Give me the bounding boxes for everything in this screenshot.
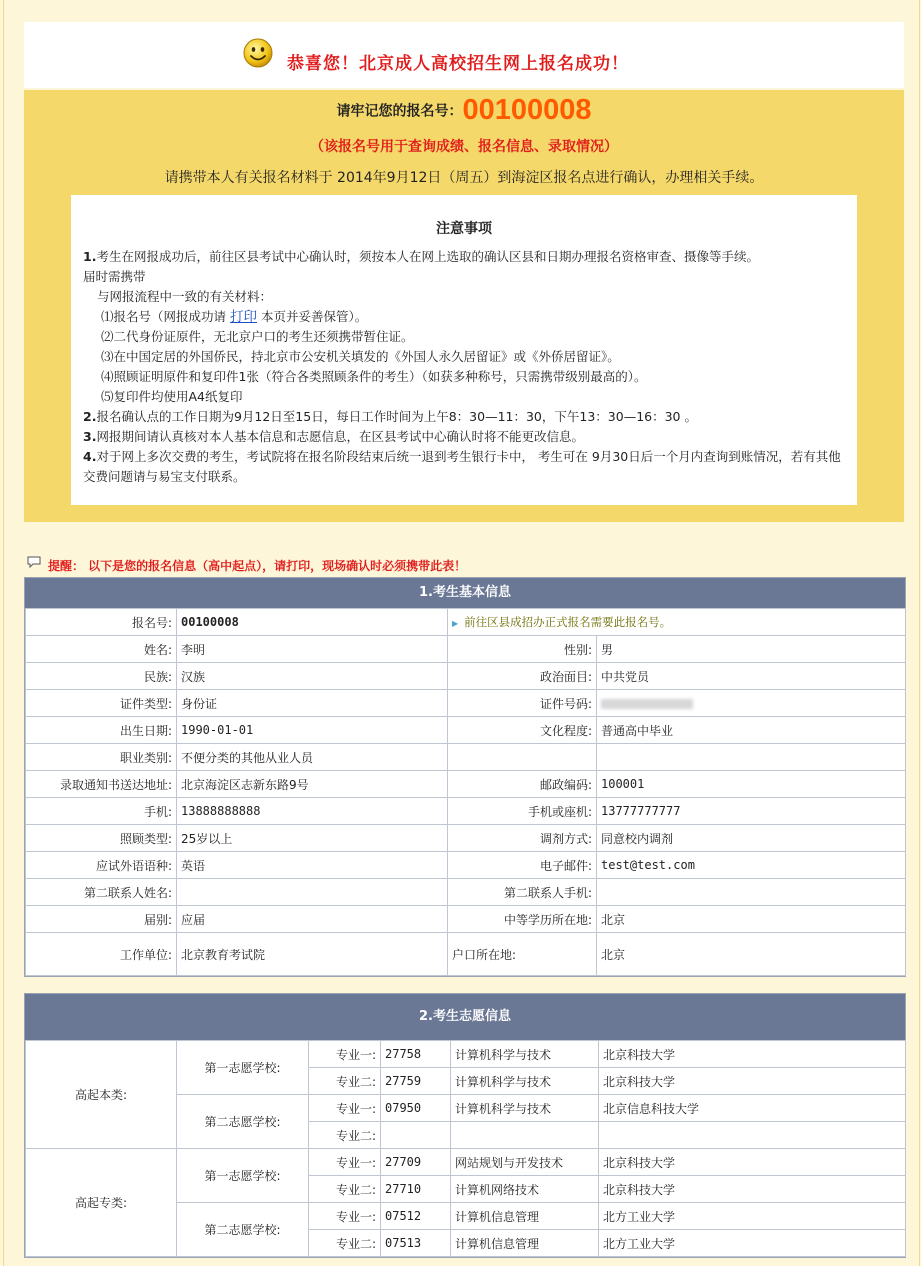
major-label: 专业一: <box>309 1041 381 1068</box>
registration-summary-panel <box>24 90 904 522</box>
major-name <box>451 1122 599 1149</box>
field-value: 英语 <box>177 852 448 879</box>
speech-bubble-icon <box>27 556 41 568</box>
registration-number-cell: 00100008 <box>177 609 448 636</box>
major-name: 计算机网络技术 <box>451 1176 599 1203</box>
field-value: 100001 <box>597 771 906 798</box>
field-label: 性别: <box>448 636 597 663</box>
field-label: 调剂方式: <box>448 825 597 852</box>
major-code: 27709 <box>381 1149 451 1176</box>
wish-info-section <box>24 993 906 1258</box>
confirmation-instruction: 请携带本人有关报名材料于 2014年9月12日（周五）到海淀区报名点进行确认，办理相关手续。 <box>164 170 764 186</box>
major-code: 27710 <box>381 1176 451 1203</box>
major-school: 北京科技大学 <box>599 1149 906 1176</box>
wish-school-label: 第一志愿学校: <box>177 1149 309 1203</box>
reminder-text: 提醒： 以下是您的报名信息（高中起点），请打印，现场确认时必须携带此表！ <box>48 559 467 573</box>
table-row <box>26 879 906 906</box>
table-row <box>26 906 906 933</box>
major-name: 计算机科学与技术 <box>451 1068 599 1095</box>
major-code: 27759 <box>381 1068 451 1095</box>
major-school: 北方工业大学 <box>599 1230 906 1257</box>
field-value: 应届 <box>177 906 448 933</box>
table-row <box>26 1041 906 1068</box>
triangle-right-icon: ▶ <box>452 619 459 628</box>
major-label: 专业二: <box>309 1068 381 1095</box>
major-school: 北京科技大学 <box>599 1041 906 1068</box>
field-value: 李明 <box>177 636 448 663</box>
field-value: 1990-01-01 <box>177 717 448 744</box>
field-value: 13888888888 <box>177 798 448 825</box>
field-label: 邮政编码: <box>448 771 597 798</box>
material-3: ⑶在中国定居的外国侨民，持北京市公安机关填发的《外国人永久居留证》或《外侨居留证》。 <box>101 349 620 364</box>
field-label: 出生日期: <box>26 717 177 744</box>
field-label: 工作单位: <box>26 933 177 976</box>
major-name: 计算机科学与技术 <box>451 1095 599 1122</box>
field-label: 职业类别: <box>26 744 177 771</box>
field-label: 中等学历所在地: <box>448 906 597 933</box>
field-value: test@test.com <box>597 852 906 879</box>
field-value: 男 <box>597 636 906 663</box>
table-row <box>26 717 906 744</box>
field-label <box>448 744 597 771</box>
table-row <box>26 933 906 976</box>
material-1: ⑴报名号（网报成功请 打印 本页并妥善保管）。 <box>101 309 368 325</box>
major-code: 07513 <box>381 1230 451 1257</box>
basic-info-header: 1.考生基本信息 <box>25 578 905 608</box>
table-row <box>26 636 906 663</box>
major-name: 计算机科学与技术 <box>451 1041 599 1068</box>
wish-info-table <box>25 1040 906 1257</box>
registration-number-note: （该报名号用于查询成绩、报名信息、录取情况） <box>310 139 618 155</box>
table-row <box>26 690 906 717</box>
field-label: 应试外语语种: <box>26 852 177 879</box>
success-title: 恭喜您！北京成人高校招生网上报名成功！ <box>287 54 629 74</box>
wish-school-label: 第一志愿学校: <box>177 1041 309 1095</box>
major-label: 专业二: <box>309 1176 381 1203</box>
wish-category: 高起本类: <box>26 1041 177 1149</box>
major-school: 北京科技大学 <box>599 1068 906 1095</box>
table-row <box>26 663 906 690</box>
field-value: 同意校内调剂 <box>597 825 906 852</box>
field-label: 报名号: <box>26 609 177 636</box>
table-row <box>26 798 906 825</box>
notice-item-4: 4.对于网上多次交费的考生，考试院将在报名阶段结束后统一退到考生银行卡中， 考生可在 9月30日后一个月内查询到账情况，若有其他交费问题请与易宝支付联系。 <box>83 449 841 484</box>
field-value: 25岁以上 <box>177 825 448 852</box>
material-2: ⑵二代身份证原件，无北京户口的考生还须携带暂住证。 <box>101 329 414 344</box>
major-school: 北京信息科技大学 <box>599 1095 906 1122</box>
field-value: 北京海淀区志新东路9号 <box>177 771 448 798</box>
notice-box <box>71 195 857 505</box>
table-row <box>26 744 906 771</box>
major-label: 专业一: <box>309 1149 381 1176</box>
registration-number-value: 00100008 <box>462 94 592 126</box>
major-name: 网站规划与开发技术 <box>451 1149 599 1176</box>
field-label: 政治面目: <box>448 663 597 690</box>
field-value: 不便分类的其他从业人员 <box>177 744 448 771</box>
major-school <box>599 1122 906 1149</box>
major-school: 北方工业大学 <box>599 1203 906 1230</box>
redacted-id-number <box>601 699 693 709</box>
registration-number-line <box>24 94 904 127</box>
major-label: 专业二: <box>309 1122 381 1149</box>
wish-school-label: 第二志愿学校: <box>177 1095 309 1149</box>
field-value <box>597 744 906 771</box>
smiley-icon <box>243 38 273 68</box>
field-value: 北京 <box>597 933 906 976</box>
notice-item-1-continued: 届时需携带 <box>83 269 146 284</box>
major-name: 计算机信息管理 <box>451 1203 599 1230</box>
notice-body <box>83 247 849 487</box>
wish-school-label: 第二志愿学校: <box>177 1203 309 1257</box>
field-value: 北京教育考试院 <box>177 933 448 976</box>
materials-intro: 与网报流程中一致的有关材料： <box>97 289 273 304</box>
field-label: 证件类型: <box>26 690 177 717</box>
reminder-bar <box>24 553 904 575</box>
field-label: 电子邮件: <box>448 852 597 879</box>
field-label: 第二联系人手机: <box>448 879 597 906</box>
registration-number-label: 请牢记您的报名号： <box>336 103 463 120</box>
field-label: 民族: <box>26 663 177 690</box>
field-value: 汉族 <box>177 663 448 690</box>
major-code <box>381 1122 451 1149</box>
major-label: 专业一: <box>309 1095 381 1122</box>
field-value: 中共党员 <box>597 663 906 690</box>
field-label: 证件号码: <box>448 690 597 717</box>
major-label: 专业二: <box>309 1230 381 1257</box>
field-value <box>597 879 906 906</box>
field-label: 姓名: <box>26 636 177 663</box>
success-banner <box>24 22 904 88</box>
table-row <box>26 609 906 636</box>
table-row <box>26 1149 906 1176</box>
field-value: 身份证 <box>177 690 448 717</box>
major-code: 27758 <box>381 1041 451 1068</box>
print-link[interactable]: 打印 <box>230 309 257 325</box>
field-value: 北京 <box>597 906 906 933</box>
major-code: 07512 <box>381 1203 451 1230</box>
field-value <box>177 879 448 906</box>
field-label: 录取通知书送达地址: <box>26 771 177 798</box>
registration-hint: ▶ 前往区县成招办正式报名需要此报名号。 <box>448 609 906 636</box>
material-5: ⑸复印件均使用A4纸复印 <box>101 389 243 404</box>
field-value: 普通高中毕业 <box>597 717 906 744</box>
basic-info-table <box>25 608 906 976</box>
field-label: 手机或座机: <box>448 798 597 825</box>
table-row <box>26 771 906 798</box>
wish-info-header: 2.考生志愿信息 <box>25 994 905 1040</box>
table-row <box>26 852 906 879</box>
field-label: 第二联系人姓名: <box>26 879 177 906</box>
field-label: 文化程度: <box>448 717 597 744</box>
table-row <box>26 825 906 852</box>
notice-item-1: 1.考生在网报成功后，前往区县考试中心确认时，须按本人在网上选取的确认区县和日期办理报名资格审查、摄像等手续。 <box>83 249 759 264</box>
material-4: ⑷照顾证明原件和复印件1张（符合各类照顾条件的考生）（如获多种称号，只需携带级别最高的）。 <box>101 369 647 384</box>
field-label: 手机: <box>26 798 177 825</box>
field-value <box>597 690 906 717</box>
field-value: 13777777777 <box>597 798 906 825</box>
major-school: 北京科技大学 <box>599 1176 906 1203</box>
major-code: 07950 <box>381 1095 451 1122</box>
field-label: 照顾类型: <box>26 825 177 852</box>
notice-item-2: 2.报名确认点的工作日期为9月12日至15日，每日工作时间为上午8：30—11：30，下午13：30—16：30 。 <box>83 409 697 424</box>
wish-category: 高起专类: <box>26 1149 177 1257</box>
notice-item-3: 3.网报期间请认真核对本人基本信息和志愿信息，在区县考试中心确认时将不能更改信息。 <box>83 429 584 444</box>
field-label: 户口所在地: <box>448 933 597 976</box>
basic-info-section <box>24 577 906 977</box>
major-label: 专业一: <box>309 1203 381 1230</box>
field-label: 届别: <box>26 906 177 933</box>
major-name: 计算机信息管理 <box>451 1230 599 1257</box>
notice-title: 注意事项 <box>436 221 492 237</box>
